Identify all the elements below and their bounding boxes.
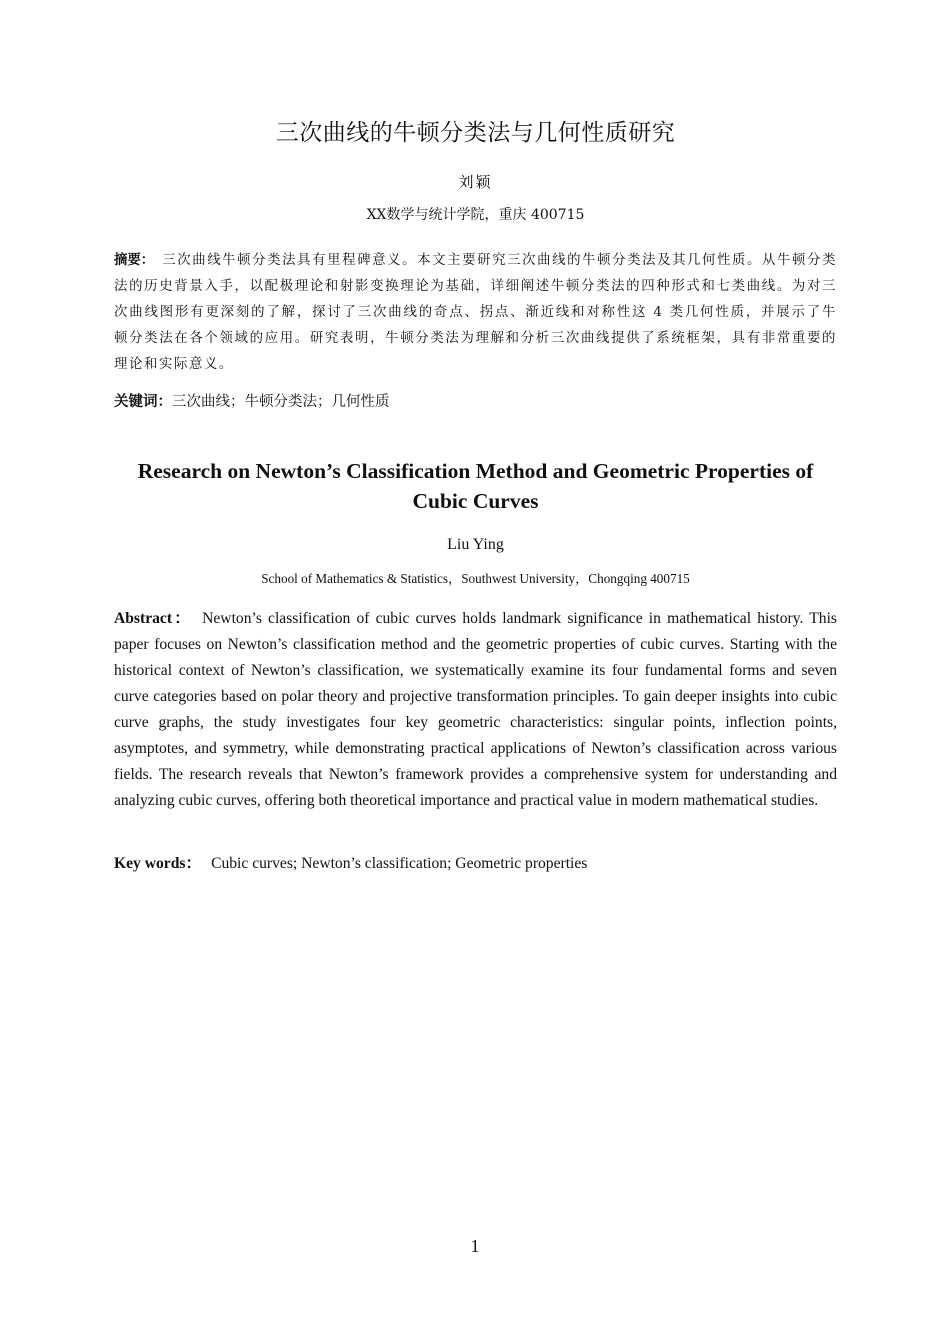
page-number: 1 [470, 1236, 480, 1256]
chinese-author: 刘颖 [458, 173, 493, 191]
english-abstract-label: Abstract： [114, 610, 193, 627]
english-keywords-label: Key words： [114, 855, 202, 872]
english-abstract [114, 606, 837, 814]
english-title: Research on Newton’s Classification Method and Geometric Properties of Cubic Curves [137, 459, 814, 513]
chinese-keywords-text: 三次曲线；牛顿分类法；几何性质 [172, 394, 390, 410]
english-abstract-text: Newton’s classification of cubic curves holds landmark significance in mathematical history. This paper focuses on Newton’s classification method and the geometric properties of cubic curves. Starting with the historical context of Newton’s classification, we systematically examine its four fundamental forms and seven curve categories based on polar theory and projective transformation principles. To gain deeper insights into cubic curve graphs, the study investigates four key geometric characteristics: singular points, inflection points, asymptotes, and symmetry, while demonstrating practical applications of Newton’s classification across various fields. The research reveals that Newton’s framework provides a comprehensive system for understanding and analyzing cubic curves, offering both theoretical importance and practical value in modern mathematical studies. [114, 610, 837, 809]
english-keywords-text: Cubic curves; Newton’s classification; Geometric properties [211, 855, 588, 872]
chinese-keywords [114, 390, 837, 411]
english-keywords [114, 851, 837, 873]
chinese-abstract-label: 摘要： [114, 253, 155, 268]
chinese-keywords-label: 关键词： [114, 394, 172, 410]
english-author: Liu Ying [447, 536, 504, 553]
chinese-title: 三次曲线的牛顿分类法与几何性质研究 [275, 120, 676, 146]
chinese-abstract-text: 三次曲线牛顿分类法具有里程碑意义。本文主要研究三次曲线的牛顿分类法及其几何性质。从牛顿分类法的历史背景入手，以配极理论和射影变换理论为基础，详细阐述牛顿分类法的四种形式和七类曲线。为对三次曲线图形有更深刻的了解，探讨了三次曲线的奇点、拐点、渐近线和对称性这 4 类几何性质，并展示了牛顿分类法在各个领域的应用。研究表明，牛顿分类法为理解和分析三次曲线提供了系统框架，具有非常重要的理论和实际意义。 [114, 253, 838, 372]
chinese-affiliation: XX数学与统计学院，重庆 400715 [366, 207, 585, 223]
english-affiliation: School of Mathematics & Statistics，Southwest University，Chongqing 400715 [261, 571, 690, 586]
chinese-abstract [114, 248, 837, 378]
